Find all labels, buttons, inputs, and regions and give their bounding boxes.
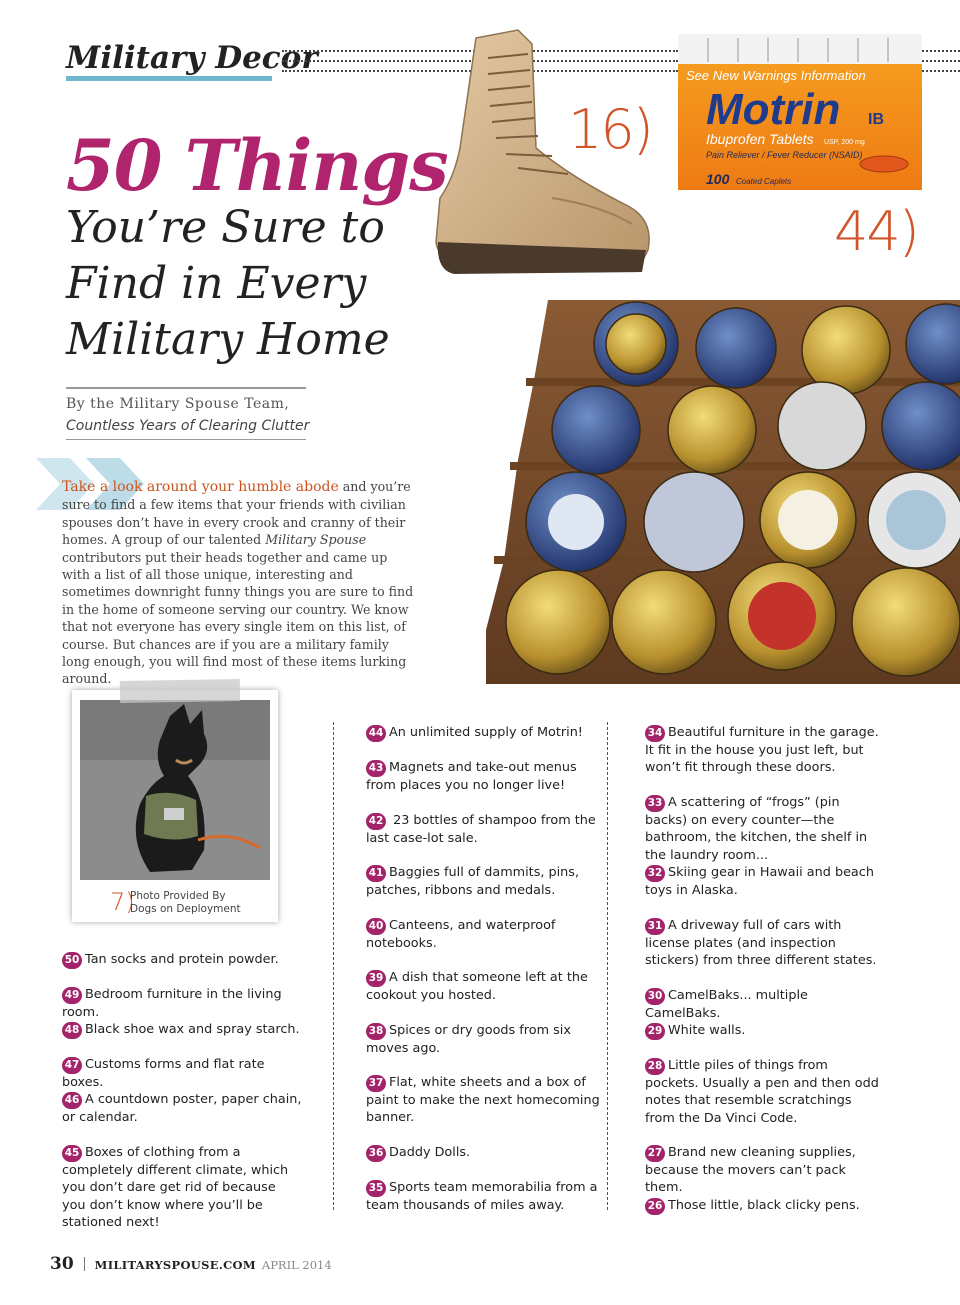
dog-photo-credit-line2: Dogs on Deployment	[130, 903, 241, 915]
item-number-badge: 33	[645, 795, 665, 812]
dog-photo-item-number: 7)	[110, 888, 135, 916]
item-number-badge: 28	[645, 1058, 665, 1075]
boot-item-number: 16)	[568, 98, 652, 161]
item-text: 23 bottles of shampoo from the last case-lot sale.	[366, 813, 596, 846]
headline-subtitle-line-3: Military Home	[66, 314, 390, 365]
item-text: A countdown poster, paper chain, or calendar.	[62, 1092, 302, 1125]
list-item	[366, 759, 606, 794]
item-text: Flat, white sheets and a box of paint to make the next homecoming banner.	[366, 1075, 600, 1126]
item-number-badge: 27	[645, 1145, 665, 1162]
item-text: Tan socks and protein powder.	[85, 952, 279, 967]
headline-subtitle-line-2: Find in Every	[66, 258, 367, 309]
byline-rule-top	[66, 387, 306, 389]
item-number-badge: 40	[366, 918, 386, 935]
item-text: Magnets and take-out menus from places you no longer live!	[366, 760, 577, 793]
motrin-count: 100	[706, 171, 730, 187]
item-number-badge: 36	[366, 1145, 386, 1162]
photo-tape	[120, 679, 240, 703]
item-number-badge: 26	[645, 1198, 665, 1215]
list-item	[645, 864, 885, 899]
intro-body-a: and you’re sure to find a few items that your friends with civilian spouses don’t have in every crook and cranny of their homes. A group of our talented	[62, 479, 411, 548]
item-number-badge: 43	[366, 760, 386, 777]
list-item	[645, 1144, 885, 1197]
list-item	[645, 987, 885, 1022]
column-divider-left	[333, 722, 334, 1210]
item-number-badge: 30	[645, 988, 665, 1005]
list-item	[62, 1091, 302, 1126]
item-text: White walls.	[668, 1023, 746, 1038]
item-number-badge: 45	[62, 1145, 82, 1162]
byline-rule-bottom	[66, 439, 306, 440]
item-text: Beautiful furniture in the garage. It fit in the house you just left, but won’t fit through these doors.	[645, 725, 879, 776]
item-number-badge: 46	[62, 1092, 82, 1109]
list-item	[366, 1179, 606, 1214]
challenge-coin-display-image	[486, 300, 960, 684]
item-text: CamelBaks... multiple CamelBaks.	[645, 988, 808, 1021]
item-number-badge: 50	[62, 952, 82, 969]
motrin-line2: Pain Reliever / Fever Reducer (NSAID)	[706, 150, 863, 160]
column-divider-right	[607, 722, 608, 1210]
section-underline	[66, 76, 272, 81]
item-text: Canteens, and waterproof notebooks.	[366, 918, 556, 951]
dog-photo-credit-line1: Photo Provided By	[130, 890, 226, 902]
list-item	[62, 1056, 302, 1091]
intro-magazine-name: Military Spouse	[265, 532, 367, 548]
intro-lead: Take a look around your humble abode	[62, 479, 339, 495]
footer-divider	[84, 1257, 85, 1271]
intro-paragraph	[62, 478, 416, 688]
footer-date: APRIL 2014	[261, 1258, 332, 1272]
item-text: A scattering of “frogs” (pin backs) on every counter—the bathroom, the kitchen, the shelf in the laundry room...	[645, 795, 868, 863]
motrin-line1: Ibuprofen Tablets	[706, 131, 814, 147]
list-item	[366, 812, 606, 847]
item-text: An unlimited supply of Motrin!	[389, 725, 583, 740]
item-text: A dish that someone left at the cookout you hosted.	[366, 970, 588, 1003]
list-item	[62, 986, 302, 1021]
dog-photo-credit	[130, 890, 241, 916]
item-number-badge: 47	[62, 1057, 82, 1074]
item-number-badge: 34	[645, 725, 665, 742]
dotted-rule-right-3	[922, 70, 960, 74]
list-item	[645, 1197, 885, 1215]
list-item	[366, 724, 606, 742]
item-number-badge: 42	[366, 813, 386, 830]
item-text: Sports team memorabilia from a team thousands of miles away.	[366, 1180, 598, 1213]
headline-title: 50 Things	[66, 124, 448, 207]
dog-photo-image	[80, 700, 270, 880]
dotted-rule-right-1	[922, 50, 960, 54]
item-text: Daddy Dolls.	[389, 1145, 471, 1160]
item-text: Black shoe wax and spray starch.	[85, 1022, 300, 1037]
item-number-badge: 39	[366, 970, 386, 987]
item-text: Brand new cleaning supplies, because the movers can’t pack them.	[645, 1145, 856, 1196]
item-number-badge: 38	[366, 1023, 386, 1040]
motrin-brand: Motrin	[706, 85, 841, 134]
item-text: Boxes of clothing from a completely different climate, which you don’t dare get rid of because you don’t know where you’ll be stationed next!	[62, 1145, 289, 1231]
motrin-item-number: 44)	[834, 200, 918, 263]
item-text: A driveway full of cars with license plates (and inspection stickers) from three different states.	[645, 918, 877, 969]
item-number-badge: 29	[645, 1023, 665, 1040]
item-text: Baggies full of dammits, pins, patches, ribbons and medals.	[366, 865, 580, 898]
dog-photo-card	[72, 690, 278, 922]
page-number: 30	[50, 1254, 74, 1274]
item-number-badge: 41	[366, 865, 386, 882]
motrin-banner: See New Warnings Information	[686, 68, 866, 83]
motrin-count-text: Coated Caplets	[736, 177, 792, 186]
list-item	[366, 1074, 606, 1127]
item-text: Bedroom furniture in the living room.	[62, 987, 282, 1020]
item-number-badge: 44	[366, 725, 386, 742]
item-number-badge: 48	[62, 1022, 82, 1039]
list-item	[366, 864, 606, 899]
list-item	[366, 1144, 606, 1162]
section-title: Military Decor	[66, 40, 318, 76]
list-item	[366, 1022, 606, 1057]
motrin-box-image	[678, 34, 922, 190]
intro-body-b: contributors put their heads together and came up with a list of all those unique, interesting and sometimes downright funny things you are sure to find in the home of someone serving our country. We know that not everyone has every single item on this list, of course. But chances are if you are a military family long enough, you will find most of these items lurking around.	[62, 549, 414, 687]
list-item	[645, 917, 885, 970]
motrin-brand-suffix: IB	[868, 111, 884, 128]
headline-subtitle-line-1: You’re Sure to	[66, 202, 385, 253]
dotted-rule-right-2	[922, 60, 960, 64]
item-number-badge: 31	[645, 918, 665, 935]
list-item	[645, 794, 885, 864]
list-item	[366, 969, 606, 1004]
byline-tagline: Countless Years of Clearing Clutter	[66, 418, 310, 434]
item-number-badge: 37	[366, 1075, 386, 1092]
item-text: Little piles of things from pockets. Usually a pen and then odd notes that resemble scratchings from the Da Vinci Code.	[645, 1058, 879, 1126]
list-item	[645, 1057, 885, 1127]
list-item	[62, 951, 302, 969]
item-text: Spices or dry goods from six moves ago.	[366, 1023, 571, 1056]
list-item	[366, 917, 606, 952]
item-text: Those little, black clicky pens.	[668, 1198, 860, 1213]
item-text: Skiing gear in Hawaii and beach toys in Alaska.	[645, 865, 874, 898]
item-number-badge: 35	[366, 1180, 386, 1197]
item-text: Customs forms and flat rate boxes.	[62, 1057, 265, 1090]
byline-author: By the Military Spouse Team,	[66, 396, 290, 412]
page-footer	[50, 1254, 332, 1274]
item-number-badge: 49	[62, 987, 82, 1004]
footer-site: MILITARYSPOUSE.COM	[94, 1258, 256, 1272]
list-item	[645, 1022, 885, 1040]
list-item	[62, 1021, 302, 1039]
list-item	[645, 724, 885, 777]
list-item	[62, 1144, 302, 1232]
motrin-line1-small: USP, 200 mg	[824, 139, 865, 146]
item-number-badge: 32	[645, 865, 665, 882]
